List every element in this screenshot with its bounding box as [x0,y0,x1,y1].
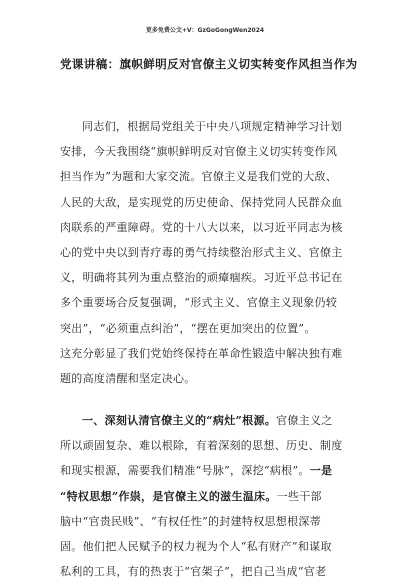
text-line: 肉联系的严重障碍。党的十八大以来，以习近平同志为核 [60,220,343,234]
text-line: 担当作为”为题和大家交流。官僚主义是我们党的大敌、 [60,170,338,184]
text-line: 所以顽固复杂、难以根除，有着深刻的思想、历史、制度 [60,439,343,453]
text-line: 义，明确将其列为重点整治的顽瘴痼疾。习近平总书记在 [60,271,343,285]
text-line: 突出”，“必须重点纠治”，“摆在更加突出的位置”。 [60,321,316,335]
text-line: 心的党中央以到青疗毒的勇气持续整治形式主义、官僚主 [60,245,343,259]
text-line: 同志们，根据局党组关于中央八项规定精神学习计划 [82,120,342,133]
section-heading: 一、深刻认清官僚主义的“病灶”根源。 [82,414,277,428]
paragraph-gap [60,391,360,408]
text-line: 安排，今天我围绕“旗帜鲜明反对官僚主义切实转变作风 [60,145,338,159]
bold-run: 一是 [309,464,333,478]
text-line [60,484,360,509]
watermark: 更多免费公文+V：GzGoGongWen2024 [145,27,265,34]
paragraph-intro [60,114,360,391]
text-run: 官僚主义之 [276,414,333,428]
text-line [60,408,360,433]
text-run: 一些干部 [276,489,322,503]
text-run: 和现实根源，需要我们精准“号脉”，深挖“病根”。 [60,464,310,478]
text-line: 私利的工具，有的热衷于“官架子”，把自己当成“官老 [60,565,327,579]
page-title: 党课讲稿：旗帜鲜明反对官僚主义切实转变作风担当作为 [60,57,358,71]
text-line: 多个重要场合反复强调，“形式主义、官僚主义现象仍较 [60,296,338,310]
text-line: 题的高度清醒和坚定决心。 [60,371,196,385]
text-line: 脑中“官贵民贱”、“有权任性”的封建特权思想根深蒂 [60,514,321,528]
text-line [60,458,360,483]
text-line: 这充分彰显了我们党始终保持在革命性锻造中解决独有难 [60,346,343,360]
paragraph-section-one [60,408,360,584]
document-body [60,114,360,584]
bold-run: “特权思想”作祟，是官僚主义的滋生温床。 [60,489,277,503]
text-line: 固。他们把人民赋予的权力视为个人“私有财产”和谋取 [60,540,332,553]
text-line: 人民的大敌，是实现党的历史使命、保持党同人民群众血 [60,195,343,209]
